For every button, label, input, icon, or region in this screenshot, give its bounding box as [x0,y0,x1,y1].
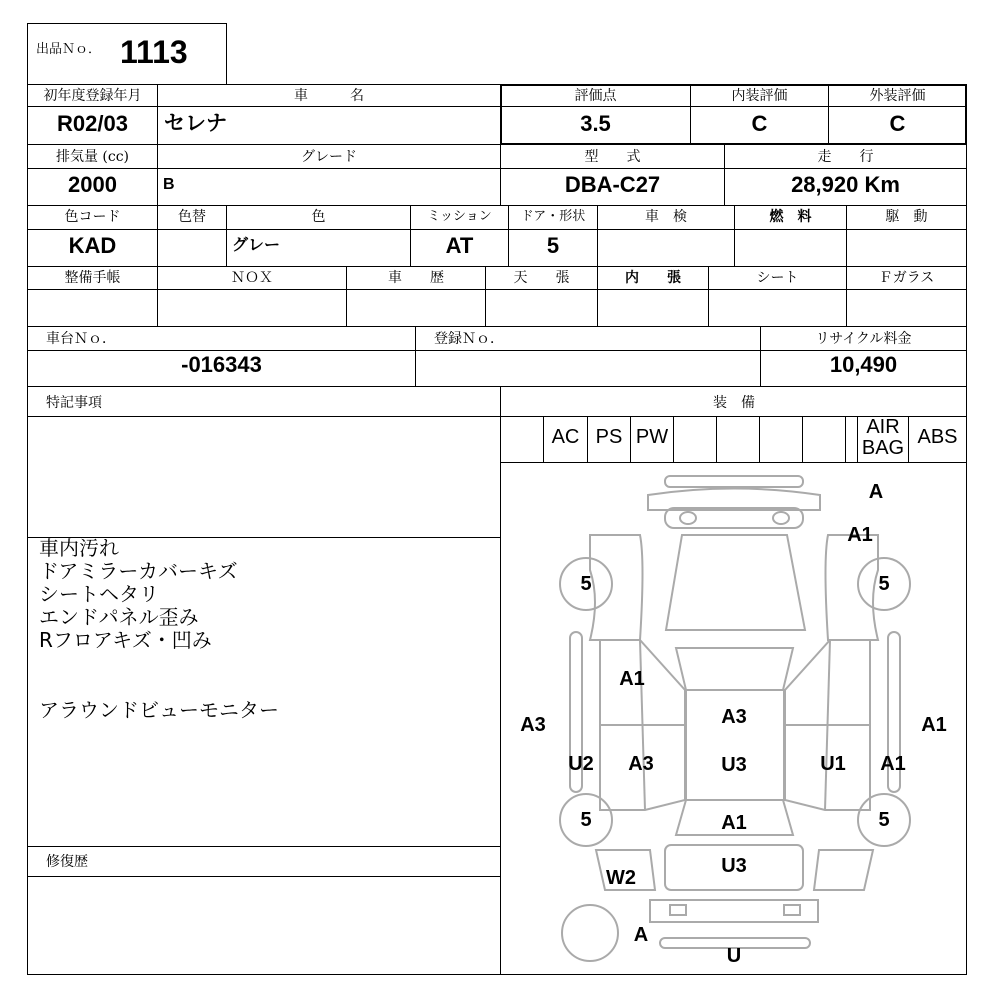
equipment-label: 装 備 [713,395,755,411]
color-label: 色 [311,209,326,225]
damage-back-door: U3 [721,855,747,877]
damage-front-right-fender: A1 [847,524,873,546]
model-label: 型 式 [584,149,641,165]
damage-tire-rr: 5 [878,809,890,831]
interior-score-label: 内装評価 [731,88,788,104]
history-label: 車 歴 [388,270,444,286]
damage-rear-bottom: U [726,945,742,967]
equipment-pw: PW [635,426,669,448]
grade-label: グレード [301,149,357,165]
equipment-airbag: AIR BAG [861,416,905,459]
score-value: 3.5 [580,111,611,136]
note-line-3: シートヘタリ [39,582,159,606]
damage-right-step: U1 [820,753,846,775]
damage-roof: A3 [721,706,747,728]
equipment-ac: AC [551,426,580,448]
damage-tire-fl: 5 [580,573,592,595]
note-line-4: エンドパネル歪み [39,605,199,629]
recycle-label: リサイクル料金 [815,331,912,347]
notes-label: 特記事項 [46,395,102,411]
nox-label: ＮＯＸ [231,270,273,286]
damage-front-bumper: A [868,481,884,503]
front-glass-label: Ｆガラス [878,270,935,286]
chassis-value: -016343 [181,352,262,377]
damage-tire-rl: 5 [580,809,592,831]
recolor-label: 色替 [178,209,206,225]
displacement-value: 2000 [68,172,117,197]
displacement-label: 排気量 (cc) [55,149,130,165]
score-label: 評価点 [574,88,617,104]
interior-lining-label: 内 張 [625,270,681,286]
mission-label: ミッション [427,209,492,224]
drive-label: 駆 動 [885,209,928,225]
model-value: DBA-C27 [564,172,661,197]
color-code-label: 色コード [64,209,121,225]
reg-value: R02/03 [57,111,128,136]
note-line-1: 車内汚れ [39,536,119,560]
name-label: 車 名 [294,88,364,104]
recycle-value: 10,490 [829,352,898,377]
damage-right-rear-door: A1 [880,753,906,775]
equipment-abs: ABS [917,426,958,448]
inspection-label: 車 検 [645,209,687,225]
name-value: セレナ [164,112,227,135]
interior-score-value: C [751,111,768,136]
lot-number: 1113 [120,34,188,70]
mileage-value: 28,920 Km [791,172,900,197]
chassis-label: 車台Ｎｏ． [46,331,116,347]
seat-label: シート [756,270,799,286]
damage-floor: U3 [721,754,747,776]
color-value: グレー [232,237,281,254]
lot-number-label: 出品Ｎｏ． [36,42,102,57]
note-line-5: Rフロアキズ・凹み [39,628,212,652]
registration-label: 登録Ｎｏ． [434,331,504,347]
exterior-score-value: C [889,111,906,136]
reg-label: 初年度登録年月 [43,88,142,104]
ceiling-label: 天 張 [513,270,570,286]
color-code-value: KAD [68,233,117,258]
grade-value: B [163,176,175,193]
exterior-score-label: 外装評価 [869,88,926,104]
door-label: ドア・形状 [520,209,586,224]
maintenance-label: 整備手帳 [64,270,121,286]
equipment-ps: PS [595,426,623,448]
damage-left-side: A3 [520,714,546,736]
damage-right-side: A1 [921,714,947,736]
mileage-label: 走 行 [817,149,874,165]
damage-rear-glass: A1 [721,812,747,834]
damage-rear-bumper: A [633,924,649,946]
mission-value: AT [445,233,474,258]
door-value: 5 [546,233,560,258]
damage-left-rear-corner: W2 [606,867,636,889]
fuel-label: 燃 料 [769,209,812,225]
note-line-7: アラウンドビューモニター [39,698,279,722]
repair-label: 修復歴 [46,854,88,870]
note-line-2: ドアミラーカバーキズ [39,559,238,583]
damage-left-step: U2 [568,753,594,775]
damage-left-rear-door: A3 [628,753,654,775]
damage-left-front-door: A1 [619,668,645,690]
damage-tire-fr: 5 [878,573,890,595]
